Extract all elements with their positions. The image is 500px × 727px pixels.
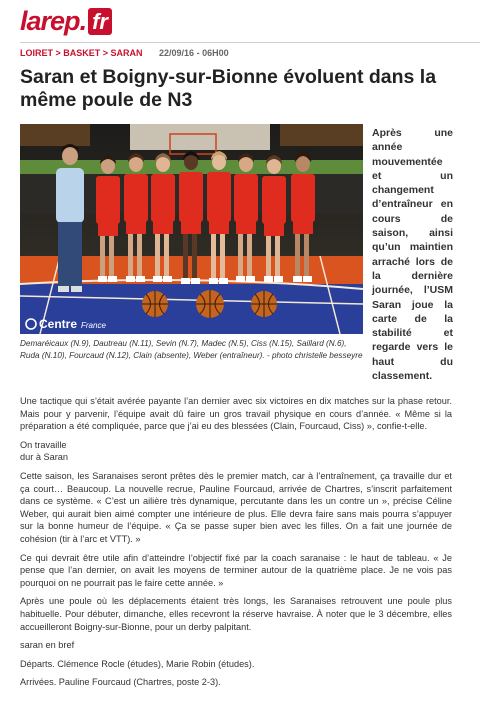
article-meta (20, 48, 229, 58)
body-paragraph: Une tactique qui s’était avérée payante l’an dernier avec six victoires en dix matches sur la phase retour. Mais pour y parvenir, l’équipe avait dû faire un gros travail physique en cours d’année. « Même si la préparation a été compliquée, parce que j’ai eu des blessées (Clain, Fourcaud, Ciss) », confie-t-elle. (20, 396, 452, 432)
logo-dot: . (79, 5, 88, 36)
article-title: Saran et Boigny-sur-Bionne évoluent dans la même poule de N3 (20, 66, 437, 111)
subheading-line-2: dur à Saran (20, 452, 69, 463)
watermark-text: Centre (39, 317, 78, 331)
body-paragraph: saran en bref (20, 640, 75, 651)
logo-text-la: la (20, 5, 41, 36)
publish-date: 22/09/16 - 06H00 (159, 48, 229, 58)
body-paragraph: Ce qui devrait être utile afin d’atteindre l’objectif fixé par la coach saranaise : le haut de tableau. « Je pense que l’an dernier, on avait les moyens de terminer autour de la quatrième place. Je ne vois pas pourquoi on ne pourrait pas le faire cette année. » (20, 552, 452, 588)
body-paragraph: Cette saison, les Saranaises seront prêtes dès le premier match, car à l’entraînement, ça travaille dur et ça court… Beaucoup. La nouvelle recrue, Pauline Fourcaud, arrivée de Chartres, s’inscrit parfaitement dans ce système. « C’est un ailière très dynamique, percutante dans les un contre un », précise Céline Weber, qui aurait bien aimé compter une intérieure de plus. Elle devra faire sans mais pourra s’appuyer sur la bonne humeur de l’équipe. « Ça se passe super bien avec les filles. On a fait une journée de cohésion (tir à l’arc et VTT). » (20, 470, 452, 544)
logo-badge-fr: fr (88, 8, 112, 35)
header-divider (20, 42, 480, 43)
body-paragraph: Départs. Clémence Rocle (études), Marie Robin (études). (20, 658, 255, 669)
watermark-suffix: France (81, 321, 106, 330)
subheading-line-1: On travaille (20, 439, 67, 450)
body-paragraph: Arrivées. Pauline Fourcaud (Chartres, poste 2-3). (20, 677, 221, 688)
photo-caption: Demaréicaux (N.9), Dautreau (N.11), Sevin (N.7), Madec (N.5), Ciss (N.15), Saillard (N.6), Ruda (N.10), Fourcaud (N.12), Clain (absente), Weber (entraîneur). - photo christelle besseyre (20, 339, 363, 360)
site-logo[interactable] (20, 4, 112, 38)
breadcrumb[interactable]: LOIRET > BASKET > SARAN (20, 48, 143, 58)
body-paragraph: Après une poule où les déplacements étaient très longs, les Saranaises retrouvent une poule plus habituelle. Pour débuter, dimanche, elles recevront la réserve havraise. À noter que le 3 décembre, elles accueilleront Boigny-sur-Bionne, pour un derby palpitant. (20, 596, 452, 632)
logo-text-rep: rep (40, 5, 80, 36)
article-body (20, 395, 452, 695)
team-photo (20, 124, 363, 334)
article-lead: Après une année mouvementée et un changement d’entraîneur en cours de saison, ainsi qu’un maintien arraché lors de la dernière journée, l’USM Saran joue la carte de la stabilité et regarde vers le haut du classement. (372, 127, 453, 383)
